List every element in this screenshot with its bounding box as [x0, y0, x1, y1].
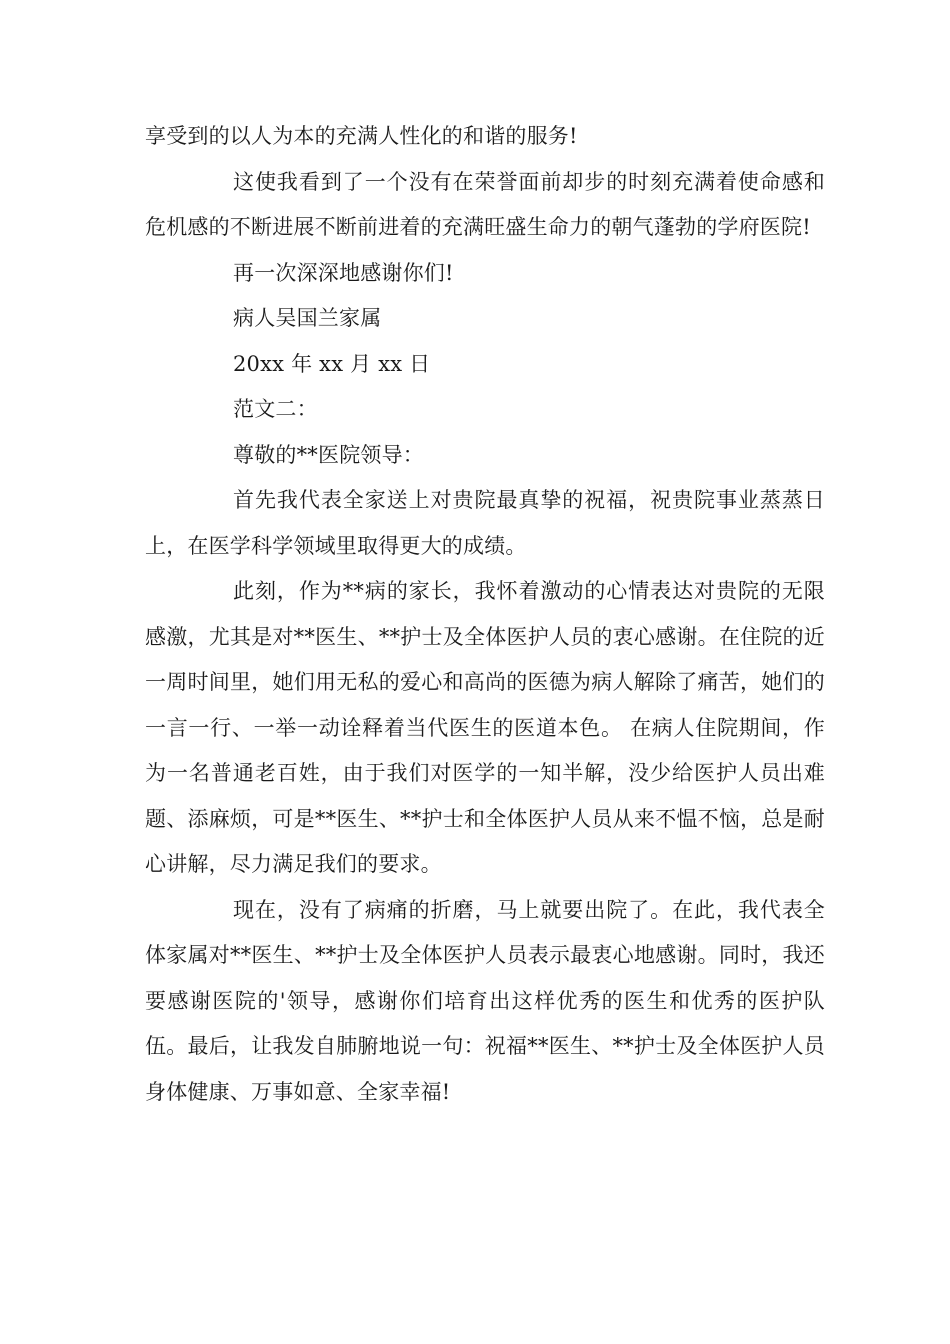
- paragraph-thanks-again: 再一次深深地感谢你们!: [233, 260, 454, 285]
- paragraph-school-hospital: 这使我看到了一个没有在荣誉面前却步的时刻充满着使命感和危机感的不断进展不断前进着的充满旺盛生命力的朝气蓬勃的学府医院!: [145, 169, 825, 239]
- salutation: 尊敬的**医院领导：: [233, 442, 424, 467]
- section-heading-sample-two: 范文二：: [233, 397, 318, 421]
- paragraph-gratitude: 此刻，作为**病的家长，我怀着激动的心情表达对贵院的无限感激，尤其是对**医生、**护士及全体医护人员的衷心感谢。在住院的近一周时间里，她们用无私的爱心和高尚的医德为病人解除了痛苦，她们的一言一行、一举一动诠释着当代医生的医道本色。 在病人住院期间，作为一名普通老百姓，由于我们对医学的一知半解，没少给医护人员出难题、添麻烦，可是**医生、**护士和全体医护人员从来不愠不恼，总是耐心讲解，尽力满足我们的要求。: [145, 579, 825, 876]
- signature-family: 病人吴国兰家属: [233, 306, 382, 330]
- signature-date: 20xx 年 xx 月 xx 日: [233, 351, 431, 376]
- paragraph-continuation: 享受到的以人为本的充满人性化的和谐的服务!: [145, 124, 578, 148]
- paragraph-discharge: 现在，没有了病痛的折磨，马上就要出院了。在此，我代表全体家属对**医生、**护士及全体医护人员表示最衷心地感谢。同时，我还要感谢医院的'领导，感谢你们培育出这样优秀的医生和优秀的医护队伍。最后，让我发自肺腑地说一句：祝福**医生、**护士及全体医护人员身体健康、万事如意、全家幸福!: [145, 897, 825, 1104]
- paragraph-blessing: 首先我代表全家送上对贵院最真挚的祝福，祝贵院事业蒸蒸日上，在医学科学领域里取得更大的成绩。: [145, 488, 825, 558]
- document-body: [145, 114, 825, 1115]
